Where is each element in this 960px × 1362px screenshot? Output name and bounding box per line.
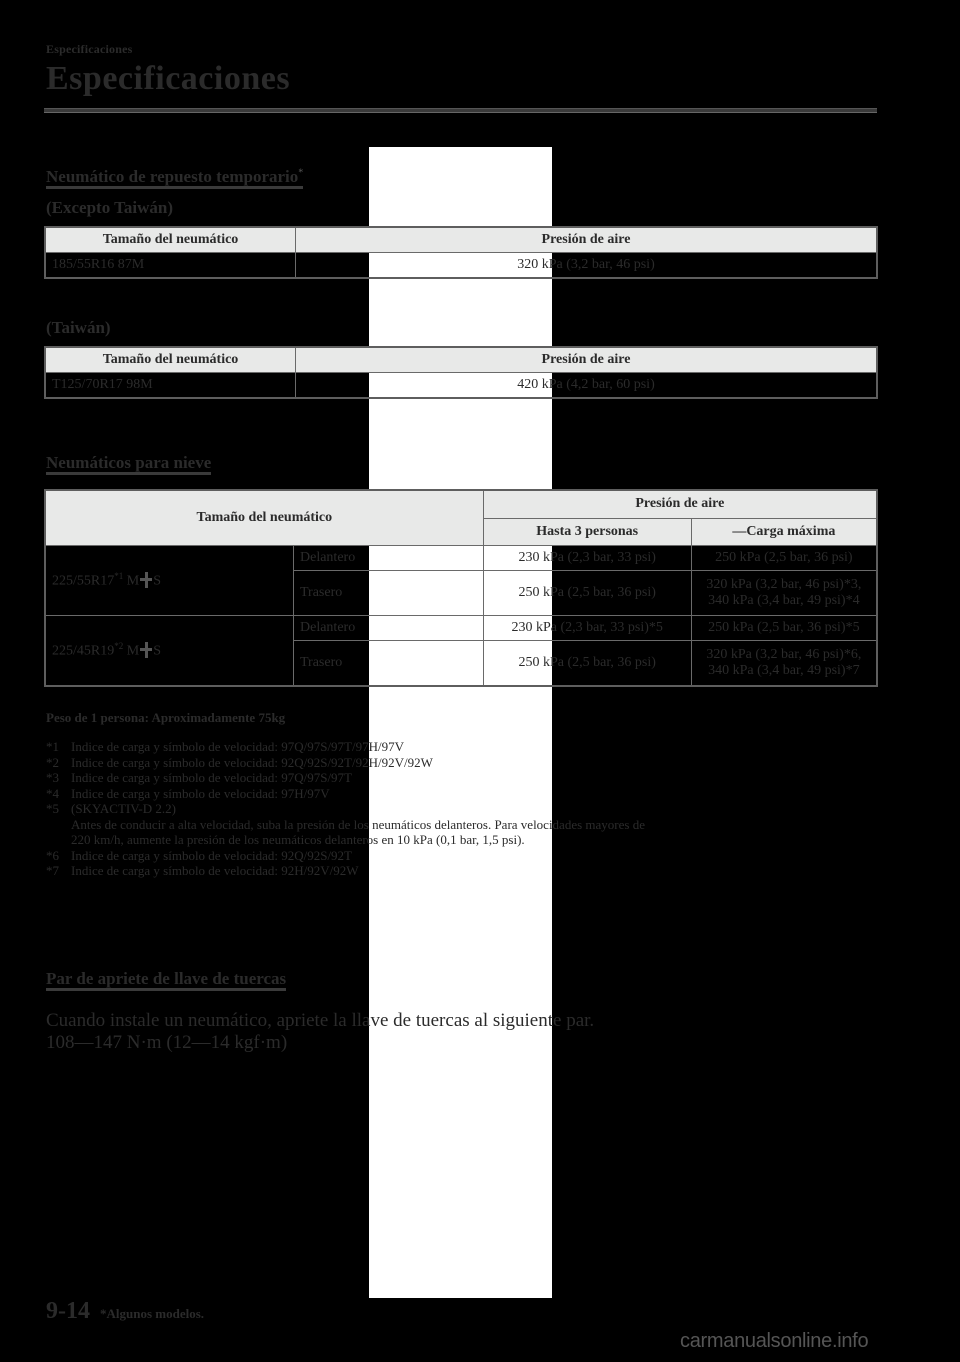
table-header-row [45, 490, 877, 518]
tire-size-cell: 225/45R19$^{*2}$ M S [45, 616, 294, 687]
spare-tire-table-taiwan [44, 346, 878, 399]
mud-snow-cross-icon [140, 572, 152, 588]
up-to-3-cell: 230 kPa (2,3 bar, 33 psi) [483, 546, 691, 571]
spare-tire-heading-wrap [46, 162, 303, 188]
col-header-pressure: Presión de aire [296, 227, 878, 253]
tire-size-cell: 225/55R17$^{*1}$ M S [45, 546, 294, 616]
up-to-3-cell: 230 kPa (2,3 bar, 33 psi)*5 [483, 616, 691, 641]
col-header-pressure: Presión de aire [483, 490, 877, 518]
footnote-item: *4 Indice de carga y símbolo de velocidad: 97H/97V [46, 785, 330, 801]
col-header-up-to-3: Hasta 3 personas [483, 518, 691, 545]
table-row [45, 373, 877, 399]
max-load-cell: 250 kPa (2,5 bar, 36 psi)*5 [691, 616, 877, 641]
white-strip-overlay [369, 147, 552, 1298]
pressure-cell: 420 kPa (4,2 bar, 60 psi) [296, 373, 878, 399]
footnotes-list [46, 739, 886, 879]
tire-size-cell: T125/70R17 98M [45, 373, 296, 399]
title-divider [44, 108, 877, 113]
person-weight-note: Peso de 1 persona: Aproximadamente 75kg [46, 710, 286, 725]
col-header-pressure: Presión de aire [296, 347, 878, 373]
col-header-size: Tamaño del neumático [45, 227, 296, 253]
table-row [45, 546, 877, 571]
max-load-cell: 320 kPa (3,2 bar, 46 psi)*3, 340 kPa (3,4 bar, 49 psi)*4 [691, 571, 877, 616]
snow-tires-table [44, 489, 878, 687]
max-load-cell: 250 kPa (2,5 bar, 36 psi) [691, 546, 877, 571]
section-label: Especificaciones [46, 42, 133, 56]
footnote-item: *6 Indice de carga y símbolo de velocidad: 92Q/92S/92T [46, 847, 352, 863]
page-number: 9-14 [46, 1298, 90, 1324]
snow-tires-heading-wrap [46, 452, 211, 474]
torque-heading-wrap [46, 968, 286, 990]
spare-table-taiwan [44, 346, 878, 399]
axle-cell: Trasero [294, 641, 484, 687]
torque-value: 108—147 N·m (12—14 kgf·m) [46, 1032, 288, 1053]
tire-size-cell: 185/55R16 87M [45, 253, 296, 279]
except-taiwan-subheading: (Excepto Taiwán) [46, 198, 174, 217]
taiwan-subheading: (Taiwán) [46, 318, 111, 337]
col-header-size: Tamaño del neumático [45, 347, 296, 373]
col-header-max-load: —Carga máxima [691, 518, 877, 545]
footnote-item: 220 km/h, aumente la presión de los neumáticos delanteros en 10 kPa (0,1 bar, 1,5 psi). [71, 832, 525, 847]
max-load-cell: 320 kPa (3,2 bar, 46 psi)*6, 340 kPa (3,4 bar, 49 psi)*7 [691, 641, 877, 687]
footnote-item: *3 Indice de carga y símbolo de velocidad: 97Q/97S/97T [46, 770, 352, 785]
torque-heading: Par de apriete de llave de tuercas [46, 969, 286, 991]
axle-cell: Trasero [294, 571, 484, 616]
snow-tires-table-wrap [44, 489, 878, 687]
axle-cell: Delantero [294, 616, 484, 641]
snow-tires-heading: Neumáticos para nieve [46, 453, 211, 475]
table-header-row [45, 227, 877, 253]
footnote-item: Antes de conducir a alta velocidad, suba la presión de los neumáticos delanteros. Para velocidades mayores de [71, 816, 645, 832]
asterisk-mark: * [298, 167, 304, 178]
torque-instruction: Cuando instale un neumático, apriete la llave de tuercas al siguiente par. [46, 1010, 595, 1031]
spare-tire-table-except-taiwan [44, 226, 878, 279]
footnote-item: *2 Indice de carga y símbolo de velocidad: 92Q/92S/92T/92H/92V/92W [46, 754, 433, 770]
footnote-item: *5 (SKYACTIV-D 2.2) [46, 801, 176, 816]
table-row [45, 616, 877, 641]
axle-cell: Delantero [294, 546, 484, 571]
footnote-item: *1 Indice de carga y símbolo de velocidad: 97Q/97S/97T/97H/97V [46, 739, 404, 754]
mud-snow-cross-icon [140, 642, 152, 658]
spare-tire-heading: Neumático de repuesto temporario* [46, 167, 303, 189]
up-to-3-cell: 250 kPa (2,5 bar, 36 psi) [483, 641, 691, 687]
page-title: Especificaciones [46, 60, 291, 97]
footnote-item: *7 Indice de carga y símbolo de velocidad: 92H/92V/92W [46, 863, 359, 878]
spare-table [44, 226, 878, 279]
pressure-cell: 320 kPa (3,2 bar, 46 psi) [296, 253, 878, 279]
footer-note: *Algunos modelos. [100, 1306, 205, 1321]
col-header-size: Tamaño del neumático [45, 490, 483, 546]
table-header-row [45, 347, 877, 373]
table-row [45, 253, 877, 279]
up-to-3-cell: 250 kPa (2,5 bar, 36 psi) [483, 571, 691, 616]
watermark-link[interactable]: carmanualsonline.info [680, 1330, 869, 1352]
